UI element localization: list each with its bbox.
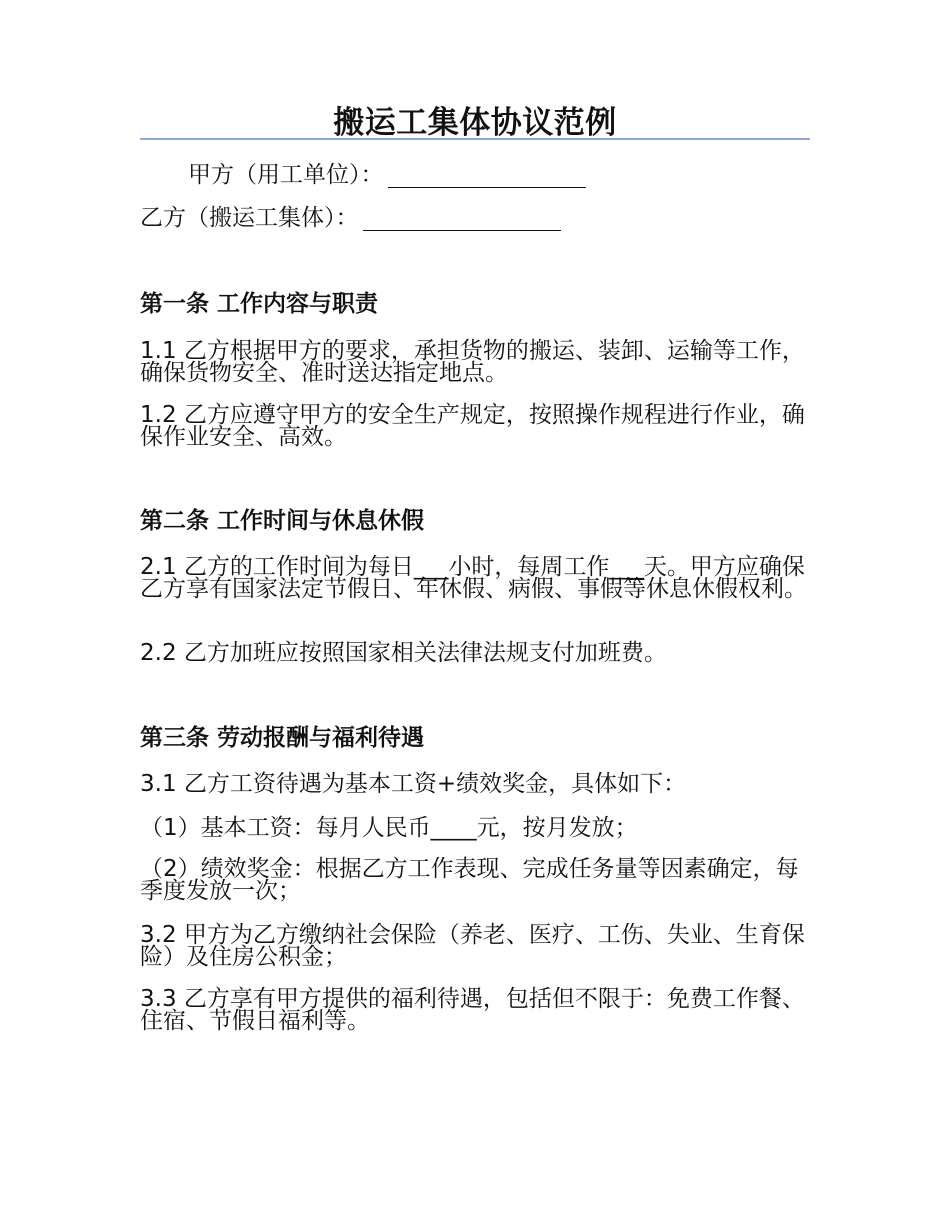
clause: （2）绩效奖金：根据乙方工作表现、完成任务量等因素确定，每季度发放一次； xyxy=(140,856,799,904)
party-a-blank[interactable] xyxy=(388,165,586,188)
party-b-blank[interactable] xyxy=(363,208,561,231)
clause: 1.1 乙方根据甲方的要求，承担货物的搬运、装卸、运输等工作，确保货物安全、准时送达指定地点。 xyxy=(140,338,805,386)
clause: 3.1 乙方工资待遇为基本工资+绩效奖金，具体如下： xyxy=(140,771,687,797)
party-a-line xyxy=(188,162,868,188)
clause: 1.2 乙方应遵守甲方的安全生产规定，按照操作规程进行作业，确保作业安全、高效。 xyxy=(140,402,805,450)
clause: 3.3 乙方享有甲方提供的福利待遇，包括但不限于：免费工作餐、住宿、节假日福利等。 xyxy=(140,986,805,1034)
title-underline xyxy=(140,138,810,140)
party-a-label: 甲方（用工单位）： xyxy=(188,162,384,188)
section-heading: 第三条 劳动报酬与福利待遇 xyxy=(140,725,425,751)
clause: （1）基本工资：每月人民币____元，按月发放； xyxy=(140,815,638,841)
document-title: 搬运工集体协议范例 xyxy=(333,105,617,141)
clause: 2.2 乙方加班应按照国家相关法律法规支付加班费。 xyxy=(140,640,667,666)
party-b-line xyxy=(140,205,820,231)
party-b-label: 乙方（搬运工集体）： xyxy=(140,205,359,231)
clause: 2.1 乙方的工作时间为每日___小时，每周工作___天。甲方应确保乙方享有国家法定节假日、年休假、病假、事假等休息休假权利。 xyxy=(140,554,807,602)
section-heading: 第一条 工作内容与职责 xyxy=(140,291,379,317)
clause: 3.2 甲方为乙方缴纳社会保险（养老、医疗、工伤、失业、生育保险）及住房公积金； xyxy=(140,922,805,970)
section-heading: 第二条 工作时间与休息休假 xyxy=(140,508,425,534)
